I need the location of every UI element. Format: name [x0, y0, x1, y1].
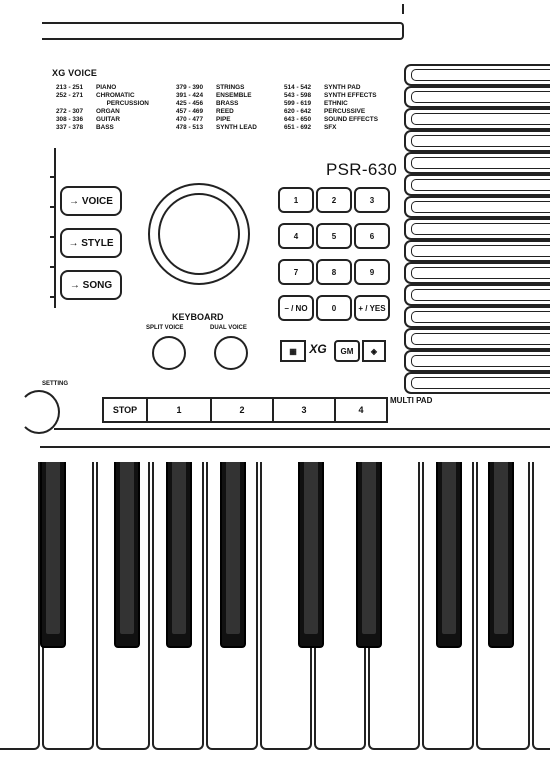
voice-category-name: STRINGS [216, 84, 245, 91]
numpad-key[interactable]: 4 [278, 223, 314, 249]
multi-pad-1[interactable]: 1 [146, 397, 212, 423]
numpad-key[interactable]: 5 [316, 223, 352, 249]
grille-slot [404, 108, 550, 130]
voice-range: 425 - 456 [176, 100, 204, 107]
xg-voice-title: XG VOICE [52, 68, 98, 78]
black-key[interactable] [166, 462, 192, 648]
voice-category-name: ORGAN [96, 108, 120, 115]
numpad-key[interactable]: 3 [354, 187, 390, 213]
white-key[interactable] [532, 462, 550, 750]
voice-range: 213 - 251 [56, 84, 84, 91]
panel-divider [54, 428, 550, 430]
voice-category-row [284, 108, 378, 116]
voice-category-name: PERCUSSIVE [324, 108, 366, 115]
xg-voice-column-2 [176, 84, 257, 132]
voice-category-name: ENSEMBLE [216, 92, 252, 99]
multi-pad-2[interactable]: 2 [210, 397, 274, 423]
voice-category-name: SYNTH LEAD [216, 124, 257, 131]
voice-range: 272 - 307 [56, 108, 84, 115]
voice-category-row [56, 108, 149, 116]
numpad-key[interactable]: 1 [278, 187, 314, 213]
xg-voice-column-3 [284, 84, 378, 132]
voice-range: 252 - 271 [56, 92, 84, 99]
voice-button[interactable]: → VOICE [60, 186, 122, 216]
grille-slot [404, 350, 550, 372]
voice-category-name: REED [216, 108, 234, 115]
voice-category-name: ETHNIC [324, 100, 348, 107]
grille-slot [404, 86, 550, 108]
voice-category-name: SYNTH EFFECTS [324, 92, 377, 99]
voice-category-name: PERCUSSION [96, 100, 149, 107]
voice-category-row [284, 116, 378, 124]
voice-category-row [56, 92, 149, 100]
voice-category-name: PIPE [216, 116, 231, 123]
gm-logo: GM [334, 340, 360, 362]
voice-range: 620 - 642 [284, 108, 312, 115]
data-dial[interactable] [148, 183, 250, 285]
grille-slot [404, 130, 550, 152]
grille-slot [404, 372, 550, 394]
voice-category-name: SFX [324, 124, 337, 131]
numpad-key[interactable]: 7 [278, 259, 314, 285]
grille-slot [404, 240, 550, 262]
grille-slot [404, 218, 550, 240]
voice-category-row [56, 124, 149, 132]
model-name: PSR-630 [326, 160, 398, 179]
style-button[interactable]: → STYLE [60, 228, 122, 258]
numpad-key[interactable]: 9 [354, 259, 390, 285]
left-panel-edge [40, 148, 56, 308]
song-button[interactable]: → SONG [60, 270, 122, 300]
grille-slot [404, 196, 550, 218]
voice-category-row [176, 92, 257, 100]
voice-range: 337 - 378 [56, 124, 84, 131]
black-key[interactable] [488, 462, 514, 648]
voice-category-name: BRASS [216, 100, 239, 107]
black-key[interactable] [220, 462, 246, 648]
numpad-key[interactable]: 6 [354, 223, 390, 249]
voice-category-name: CHROMATIC [96, 92, 135, 99]
grille-slot [404, 328, 550, 350]
numpad-key[interactable]: 2 [316, 187, 352, 213]
dual-voice-button[interactable] [214, 336, 248, 370]
black-key[interactable] [40, 462, 66, 648]
piano-keyboard [0, 462, 550, 752]
voice-range: 457 - 469 [176, 108, 204, 115]
voice-category-name: GUITAR [96, 116, 121, 123]
grille-slot [404, 174, 550, 196]
grille-slot [404, 152, 550, 174]
voice-category-row [284, 100, 378, 108]
black-key[interactable] [356, 462, 382, 648]
stop-button[interactable]: STOP [102, 397, 148, 423]
black-key[interactable] [298, 462, 324, 648]
voice-range: 651 - 692 [284, 124, 312, 131]
voice-range: 308 - 336 [56, 116, 84, 123]
keybed-edge [40, 446, 550, 448]
display-strip [42, 22, 404, 40]
numpad-key[interactable]: – / NO [278, 295, 314, 321]
multi-pad-3[interactable]: 3 [272, 397, 336, 423]
voice-category-name: SYNTH PAD [324, 84, 361, 91]
voice-category-row [284, 124, 378, 132]
multi-pad-label: MULTI PAD [390, 396, 433, 405]
voice-category-name: PIANO [96, 84, 117, 91]
grille-slot [404, 64, 550, 86]
voice-range [56, 100, 96, 108]
voice-category-name: SOUND EFFECTS [324, 116, 378, 123]
grille-slot [404, 284, 550, 306]
logo-mark-1: ▦ [280, 340, 306, 362]
keyboard-label: KEYBOARD [172, 312, 224, 322]
voice-category-row [284, 92, 378, 100]
voice-category-row [284, 84, 378, 92]
voice-range: 599 - 619 [284, 100, 312, 107]
voice-range: 470 - 477 [176, 116, 204, 123]
voice-category-row [176, 84, 257, 92]
black-key[interactable] [436, 462, 462, 648]
voice-category-row [56, 84, 149, 92]
black-key[interactable] [114, 462, 140, 648]
numpad-key[interactable]: 8 [316, 259, 352, 285]
white-key[interactable] [0, 462, 40, 750]
xg-voice-column-1 [56, 84, 149, 132]
voice-category-row [176, 100, 257, 108]
voice-range: 543 - 598 [284, 92, 312, 99]
voice-category-row [176, 108, 257, 116]
voice-category-row [56, 116, 149, 124]
top-tick [402, 4, 404, 14]
dual-voice-label: DUAL VOICE [210, 325, 247, 331]
voice-category-name: BASS [96, 124, 114, 131]
voice-category-row [176, 124, 257, 132]
split-voice-button[interactable] [152, 336, 186, 370]
xg-logo: XG [309, 342, 327, 356]
split-voice-label: SPLIT VOICE [146, 325, 184, 331]
voice-range: 514 - 542 [284, 84, 312, 91]
voice-category-row [176, 116, 257, 124]
logo-mark-4: ◈ [362, 340, 386, 362]
numpad-key[interactable]: 0 [316, 295, 352, 321]
grille-slot [404, 262, 550, 284]
voice-range: 643 - 650 [284, 116, 312, 123]
numpad-key[interactable]: + / YES [354, 295, 390, 321]
voice-range: 391 - 424 [176, 92, 204, 99]
multi-pad-4[interactable]: 4 [334, 397, 388, 423]
voice-range: 478 - 513 [176, 124, 204, 131]
setting-label: SETTING [42, 381, 69, 387]
grille-slot [404, 306, 550, 328]
voice-category-row [56, 100, 149, 108]
voice-range: 379 - 390 [176, 84, 204, 91]
